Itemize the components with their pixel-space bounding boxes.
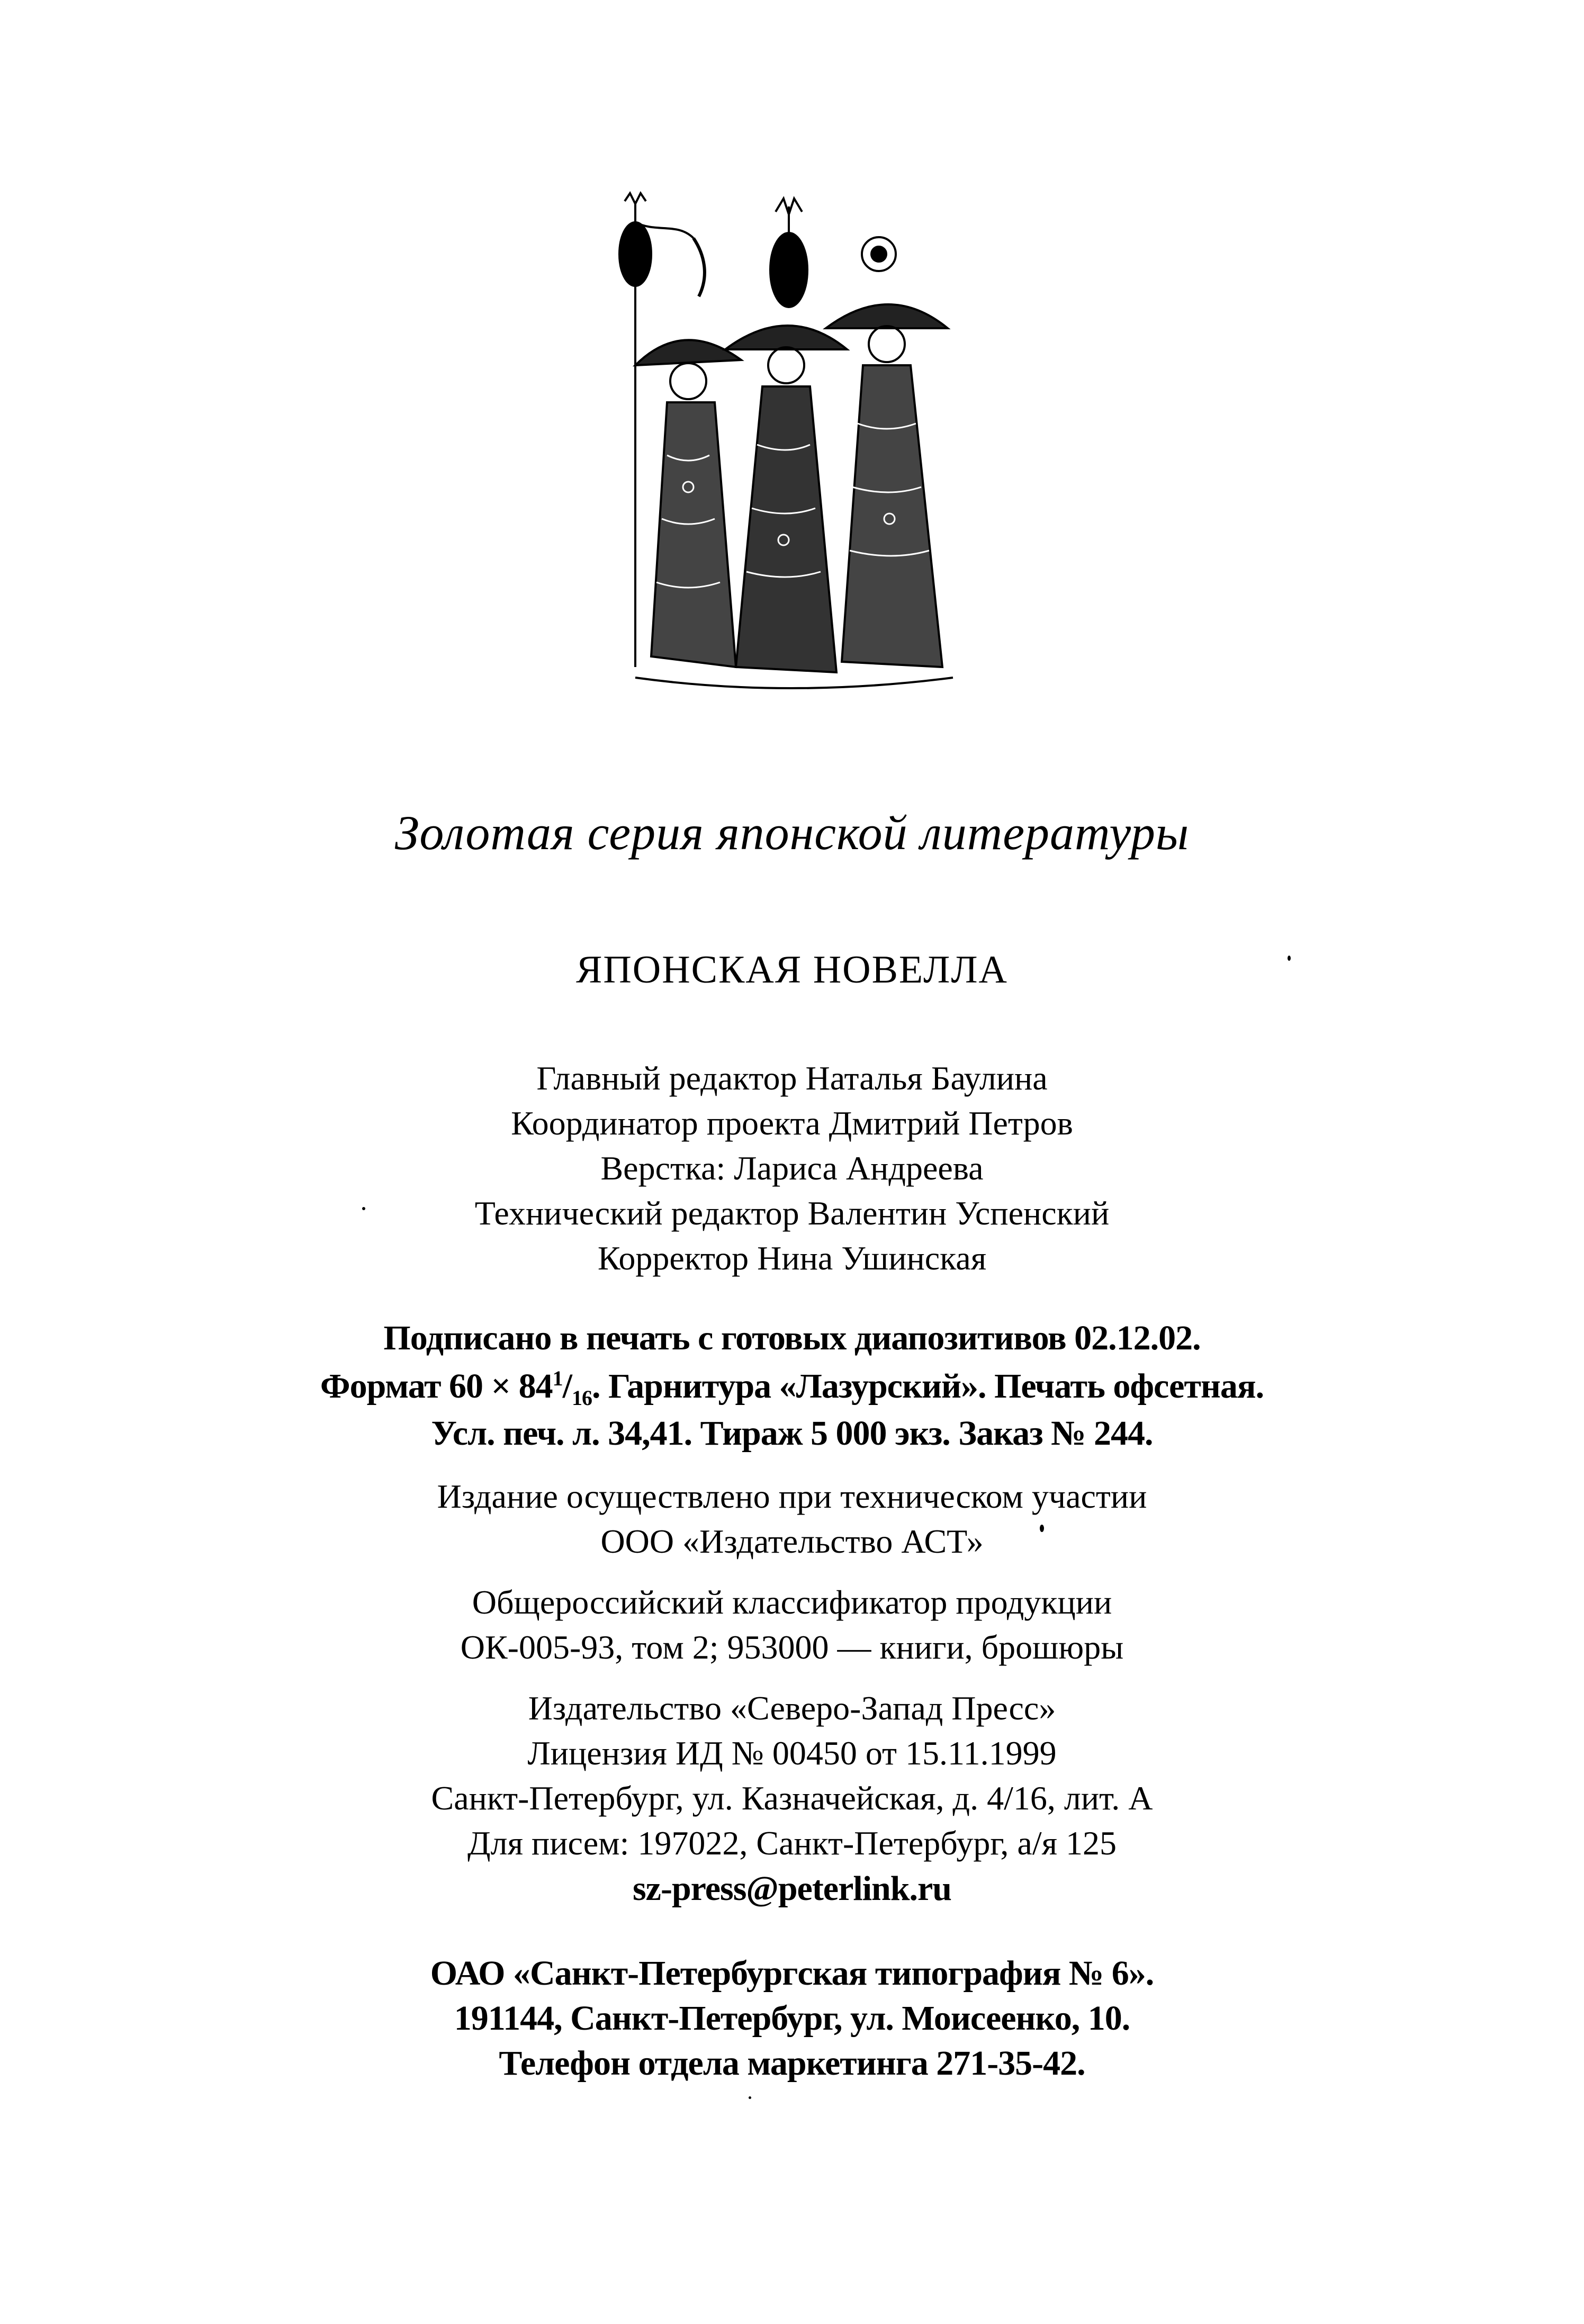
credit-line: Координатор проекта Дмитрий Петров (511, 1104, 1073, 1142)
participation-line: Издание осуществлено при техническом участии (437, 1478, 1147, 1515)
classifier-line: Общероссийский классификатор продукции (472, 1583, 1112, 1621)
credit-line: Корректор Нина Ушинская (597, 1239, 987, 1277)
format-fraction-num: 1 (552, 1366, 563, 1390)
japanese-figures-illustration (604, 191, 974, 709)
publisher-email: sz-press@peterlink.ru (633, 1869, 951, 1908)
print-info-line: Формат $60 \times 84^1/_{16}$. Гарнитура «Лазурский». Печать офсетная. (320, 1366, 1264, 1410)
scan-speck (1288, 956, 1291, 961)
scan-speck (1040, 1525, 1044, 1532)
publisher-line: Для писем: 197022, Санкт-Петербург, а/я 125 (467, 1824, 1117, 1862)
scan-speck (362, 1207, 365, 1210)
scan-speck (749, 2096, 751, 2099)
format-fraction-den: 16 (571, 1386, 592, 1410)
format-suffix: . Гарнитура «Лазурский». Печать офсетная. (591, 1367, 1264, 1406)
publisher-line: Издательство «Северо-Запад Пресс» (528, 1689, 1056, 1727)
credit-line: Главный редактор Наталья Баулина (536, 1059, 1048, 1097)
printer-line: Телефон отдела маркетинга 271-35-42. (499, 2044, 1085, 2083)
printer-line: ОАО «Санкт-Петербургская типография № 6». (430, 1954, 1154, 1993)
series-title: Золотая серия японской литературы (394, 806, 1190, 860)
printer-line: 191144, Санкт-Петербург, ул. Моисеенко, 10. (454, 1999, 1130, 2038)
participation-line: ООО «Издательство АСТ» (600, 1523, 984, 1560)
publisher-line: Лицензия ИД № 00450 от 15.11.1999 (527, 1734, 1057, 1772)
credit-line: Верстка: Лариса Андреева (600, 1149, 984, 1187)
print-info-line: Усл. печ. л. 34,41. Тираж 5 000 экз. Заказ № 244. (431, 1414, 1153, 1453)
book-title: ЯПОНСКАЯ НОВЕЛЛА (576, 948, 1008, 992)
publisher-line: Санкт-Петербург, ул. Казначейская, д. 4/16, лит. А (431, 1779, 1153, 1817)
credit-line: Технический редактор Валентин Успенский (474, 1194, 1110, 1232)
classifier-line: ОК-005-93, том 2; 953000 — книги, брошюры (460, 1628, 1124, 1666)
format-prefix: Формат 60 × 84 (320, 1367, 553, 1406)
print-info-line: Подписано в печать с готовых диапозитивов 02.12.02. (383, 1319, 1201, 1357)
